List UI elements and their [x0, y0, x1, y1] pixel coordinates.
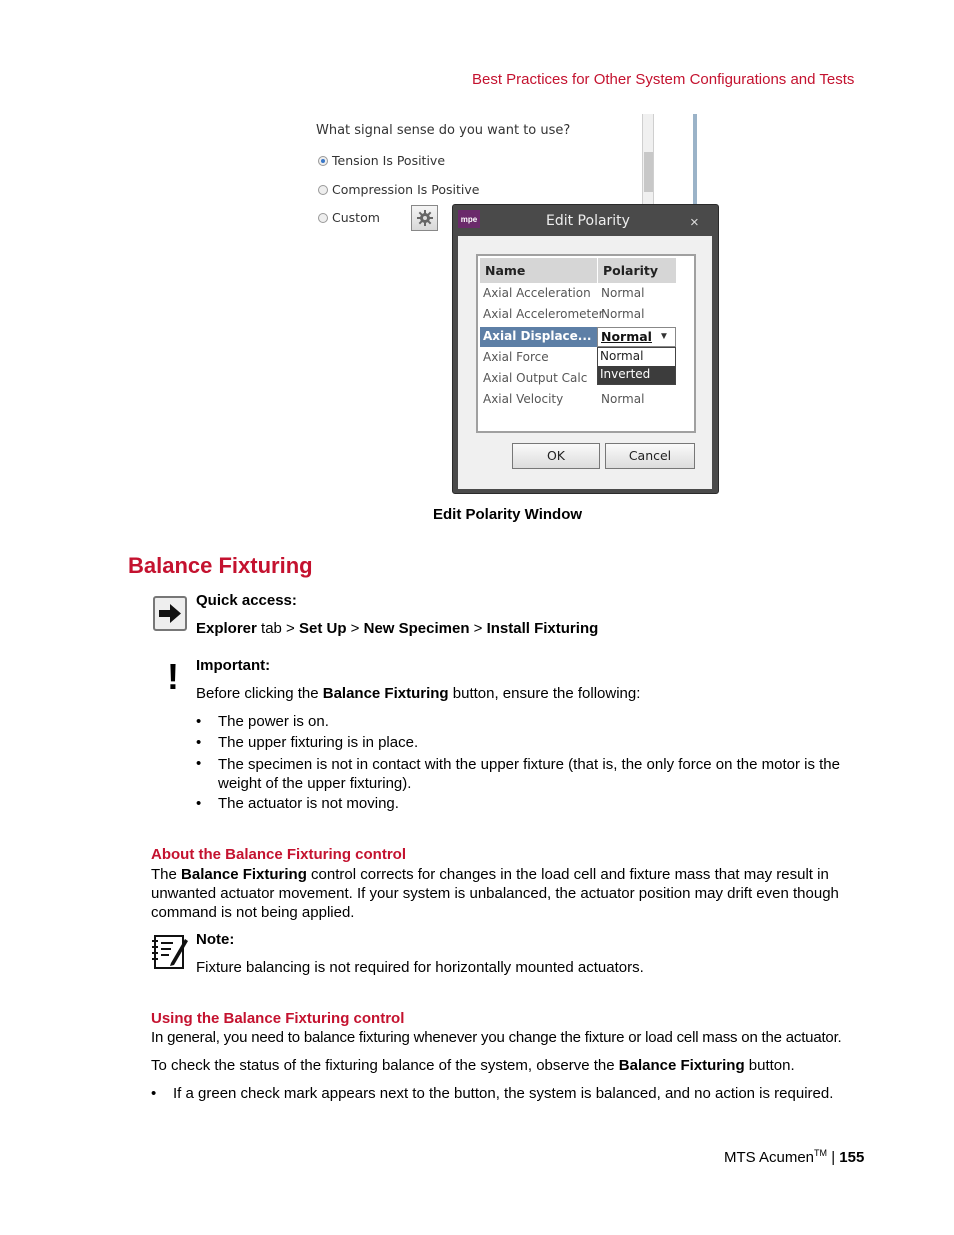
page-number: 155	[839, 1149, 865, 1166]
row-name: Axial Velocity	[483, 392, 564, 406]
quick-access-label: Quick access:	[196, 592, 297, 609]
background-divider	[693, 114, 697, 206]
text: Before clicking the	[196, 685, 323, 702]
list-item-text: The specimen is not in contact with the upper fixture (that is, the only force on the motor is the weight of the upper fixturing).	[218, 756, 840, 792]
product-name: MTS Acumen	[724, 1149, 815, 1166]
list-item-text: If a green check mark appears next to the button, the system is balanced, and no action is required.	[173, 1085, 834, 1102]
row-polarity: Normal	[601, 286, 645, 300]
polarity-dropdown-value: Normal	[601, 329, 652, 344]
row-name: Axial Displace...	[483, 329, 592, 343]
note-label: Note:	[196, 931, 235, 948]
text: button, ensure the following:	[448, 685, 641, 702]
table-row-selected[interactable]	[480, 327, 597, 347]
radio-custom[interactable]	[318, 210, 380, 225]
text-bold: Balance Fixturing	[181, 866, 307, 883]
list-item: • The upper fixturing is in place.	[196, 734, 201, 751]
footer-sep: |	[827, 1149, 840, 1166]
path-new-specimen: New Specimen	[363, 620, 470, 637]
note-icon	[151, 933, 189, 976]
path-sep: >	[469, 620, 487, 637]
dropdown-arrow-icon[interactable]: ▼	[659, 331, 669, 342]
text: To check the status of the fixturing balance of the system, observe the	[151, 1057, 619, 1074]
using-paragraph-2	[151, 1057, 795, 1074]
dropdown-option-inverted[interactable]: Inverted	[598, 366, 675, 384]
background-scrollbar-thumb	[644, 152, 653, 192]
path-text: tab >	[256, 620, 299, 637]
radio-compression-positive[interactable]	[318, 182, 479, 197]
row-name: Axial Acceleration	[483, 286, 591, 300]
using-paragraph-1: In general, you need to balance fixturing whenever you change the fixture or load cell mass on the actuator.	[151, 1029, 842, 1046]
figure-caption: Edit Polarity Window	[433, 506, 583, 523]
quick-access-path	[196, 620, 598, 637]
trademark: TM	[814, 1148, 828, 1158]
list-item-text: The actuator is not moving.	[218, 795, 399, 812]
list-item: • If a green check mark appears next to the button, the system is balanced, and no action is required.	[151, 1085, 156, 1102]
about-heading: About the Balance Fixturing control	[151, 846, 407, 863]
about-paragraph	[151, 865, 876, 922]
radio-label: Compression Is Positive	[332, 182, 480, 197]
path-explorer: Explorer	[196, 620, 257, 637]
list-item-text: The upper fixturing is in place.	[218, 734, 419, 751]
table-row[interactable]	[480, 390, 676, 410]
column-header-polarity[interactable]: Polarity	[598, 258, 676, 283]
app-logo-icon: mpe	[458, 210, 480, 228]
text: button.	[744, 1057, 795, 1074]
gear-icon	[416, 209, 434, 227]
path-setup: Set Up	[298, 620, 347, 637]
list-item: • The specimen is not in contact with the upper fixture (that is, the only force on the motor is the weight of the upper fixturing).	[196, 755, 201, 772]
radio-label: Tension Is Positive	[332, 153, 446, 168]
radio-tension-positive[interactable]	[318, 153, 445, 168]
table-row[interactable]	[480, 284, 676, 304]
ok-button[interactable]: OK	[512, 443, 600, 469]
column-header-name[interactable]: Name	[480, 258, 597, 283]
list-item: • The actuator is not moving.	[196, 795, 201, 812]
text-bold: Balance Fixturing	[618, 1057, 745, 1074]
quick-access-arrow-icon	[153, 596, 187, 631]
row-name: Axial Force	[483, 350, 549, 364]
dropdown-option-normal[interactable]: Normal	[600, 349, 644, 363]
important-label: Important:	[196, 657, 271, 674]
radio-label: Custom	[332, 210, 380, 225]
radio-unselected-icon	[318, 185, 328, 195]
cancel-button[interactable]: Cancel	[605, 443, 695, 469]
text-bold: Balance Fixturing	[322, 685, 449, 702]
table-row[interactable]	[480, 305, 676, 325]
radio-unselected-icon	[318, 213, 328, 223]
path-install: Install Fixturing	[486, 620, 599, 637]
important-text	[196, 685, 640, 702]
section-title: Balance Fixturing	[128, 553, 313, 578]
close-icon[interactable]: ×	[690, 214, 699, 231]
note-text: Fixture balancing is not required for horizontally mounted actuators.	[196, 959, 644, 976]
running-header: Best Practices for Other System Configurations and Tests	[472, 71, 855, 88]
custom-settings-button[interactable]	[411, 205, 438, 231]
row-name: Axial Output Calc	[483, 371, 588, 385]
list-item-text: The power is on.	[218, 713, 329, 730]
row-polarity: Normal	[601, 307, 645, 321]
radio-selected-icon	[318, 156, 328, 166]
row-name: Axial Accelerometer	[483, 307, 604, 321]
dialog-title: Edit Polarity	[546, 213, 630, 229]
signal-sense-question: What signal sense do you want to use?	[316, 123, 571, 138]
list-item: • The power is on.	[196, 713, 201, 730]
page-footer	[724, 1148, 864, 1166]
row-polarity: Normal	[601, 392, 645, 406]
path-sep: >	[346, 620, 364, 637]
important-icon: !	[167, 656, 179, 697]
text: The	[151, 866, 182, 883]
using-heading: Using the Balance Fixturing control	[151, 1010, 405, 1027]
text: control corrects for changes in the load cell and fixture mass that may result in unwanted actuator movement. If your system is unbalanced, the actuator position may drift even though command is not being applied.	[151, 866, 839, 921]
